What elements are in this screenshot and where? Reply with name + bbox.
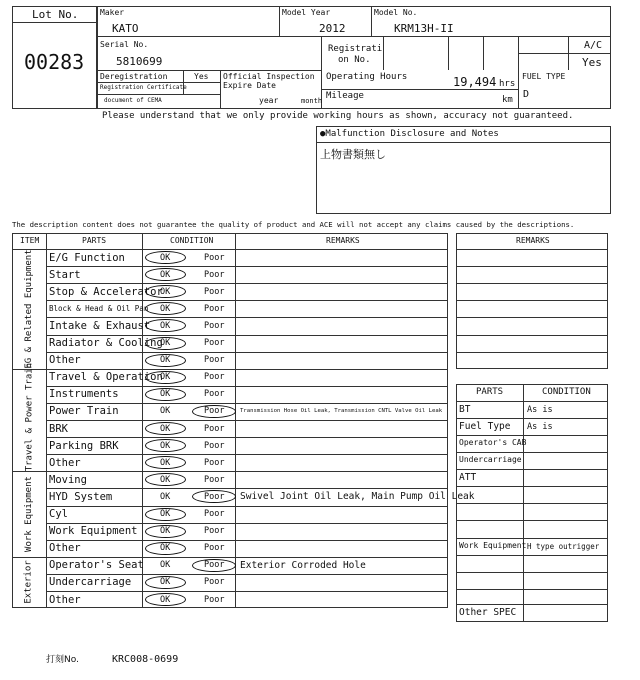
poor-label: Poor bbox=[204, 303, 225, 314]
part-name: Other bbox=[49, 593, 81, 606]
part-name: HYD System bbox=[49, 490, 113, 503]
hours-value: 19,494 bbox=[453, 75, 497, 89]
poor-label: Poor bbox=[204, 594, 225, 605]
ok-label: OK bbox=[160, 491, 171, 502]
poor-label: Poor bbox=[204, 389, 225, 400]
ok-label: OK bbox=[160, 594, 171, 605]
ok-label: OK bbox=[160, 560, 171, 571]
group-label: Work Equipment bbox=[24, 476, 34, 552]
group-label: Exterior bbox=[23, 560, 34, 605]
ok-selected-mark bbox=[145, 508, 186, 521]
ok-label: OK bbox=[160, 303, 171, 314]
poor-label: Poor bbox=[204, 355, 225, 366]
inspection-label-2: Expire Date bbox=[223, 81, 276, 90]
part-name: BRK bbox=[49, 422, 68, 435]
maker-value: KATO bbox=[112, 22, 139, 35]
lot-number: 00283 bbox=[24, 50, 85, 74]
dereg-value: Yes bbox=[194, 72, 209, 81]
hours-notice: Please understand that we only provide working hours as shown, accuracy not guaranteed. bbox=[102, 111, 574, 121]
ok-selected-mark bbox=[145, 439, 186, 452]
dereg-label: Deregistration bbox=[100, 72, 168, 81]
part-name: Other bbox=[49, 456, 81, 469]
malfunction-box bbox=[316, 126, 611, 214]
mileage-unit: km bbox=[502, 95, 513, 105]
disclaimer: The description content does not guarantee the quality of product and ACE will not accept any claims caused by the descriptions. bbox=[12, 220, 575, 229]
part-name: Other bbox=[49, 354, 81, 367]
ok-selected-mark bbox=[145, 251, 186, 264]
model-no-value: KRM13H-II bbox=[394, 22, 454, 35]
ok-selected-mark bbox=[145, 354, 186, 367]
part-name: E/G Function bbox=[49, 251, 125, 264]
right-part-condition: H type outrigger bbox=[527, 542, 600, 551]
ok-selected-mark bbox=[145, 422, 186, 435]
right-part-condition: As is bbox=[527, 405, 553, 415]
ok-label: OK bbox=[160, 474, 171, 485]
model-no-label: Model No. bbox=[374, 8, 418, 17]
serial-value: 5810699 bbox=[116, 55, 163, 68]
part-name: Radiator & Cooling bbox=[49, 337, 163, 349]
right-part-condition: As is bbox=[527, 422, 553, 432]
ac-value: Yes bbox=[582, 56, 602, 69]
ac-label: A/C bbox=[584, 40, 603, 51]
hours-label: Operating Hours bbox=[326, 72, 408, 82]
ok-label: OK bbox=[160, 543, 171, 554]
part-name: Work Equipment bbox=[49, 525, 138, 538]
inspection-label: Official Inspection bbox=[223, 72, 315, 81]
poor-label: Poor bbox=[204, 526, 225, 537]
header-item: ITEM bbox=[20, 236, 40, 245]
right-condition-header: CONDITION bbox=[542, 387, 591, 397]
ok-label: OK bbox=[160, 269, 171, 280]
hours-unit: hrs bbox=[499, 79, 516, 89]
ok-label: OK bbox=[160, 423, 171, 434]
registration-label-2: on No. bbox=[338, 55, 371, 65]
model-year-value: 2012 bbox=[319, 22, 346, 35]
ok-selected-mark bbox=[145, 371, 186, 384]
fuel-value: D bbox=[523, 89, 530, 100]
poor-label: Poor bbox=[204, 457, 225, 468]
fuel-label: FUEL TYPE bbox=[522, 72, 566, 81]
year-label: year bbox=[259, 96, 279, 105]
part-name: Instruments bbox=[49, 388, 119, 401]
poor-label: Poor bbox=[204, 338, 225, 348]
part-name: Stop & Accelerator bbox=[49, 285, 163, 298]
ok-label: OK bbox=[160, 457, 171, 468]
malfunction-title: ●Malfunction Disclosure and Notes bbox=[320, 129, 499, 139]
cema-label: document of CEMA bbox=[104, 97, 162, 104]
poor-label: Poor bbox=[204, 474, 225, 485]
right-part-name: Operator's CAB bbox=[459, 438, 527, 447]
poor-label: Poor bbox=[204, 252, 225, 263]
poor-label: Poor bbox=[204, 423, 225, 434]
ok-label: OK bbox=[160, 338, 171, 348]
registration-label: Registrati bbox=[328, 44, 383, 54]
malfunction-text: 上物書類無し bbox=[320, 148, 386, 161]
part-name: Other bbox=[49, 542, 81, 555]
poor-label: Poor bbox=[204, 269, 225, 280]
part-name: Cyl bbox=[49, 508, 68, 520]
stamp-label: 打刻No. bbox=[46, 655, 79, 665]
serial-label: Serial No. bbox=[100, 40, 149, 49]
model-year-label: Model Year bbox=[282, 8, 331, 17]
ok-selected-mark bbox=[145, 337, 186, 350]
part-name: Undercarriage bbox=[49, 576, 132, 589]
maker-label: Maker bbox=[100, 8, 125, 17]
header-remarks: REMARKS bbox=[326, 236, 360, 245]
part-name: Travel & Operation bbox=[49, 371, 163, 384]
poor-selected-mark bbox=[192, 405, 236, 418]
group-label: Travel & Power Train bbox=[24, 362, 34, 472]
ok-label: OK bbox=[160, 389, 171, 400]
poor-label: Poor bbox=[204, 440, 225, 451]
remark-text: Transmission Hose Oil Leak, Transmission CNTL Valve Oil Leak bbox=[240, 407, 443, 414]
poor-label: Poor bbox=[204, 577, 225, 588]
ok-selected-mark bbox=[145, 268, 186, 281]
part-name: Start bbox=[49, 268, 81, 281]
right-part-name: Other SPEC bbox=[459, 607, 517, 618]
ok-label: OK bbox=[160, 355, 171, 366]
part-name: Operator's Seat bbox=[49, 559, 144, 572]
part-name: Power Train bbox=[49, 405, 119, 418]
poor-label: Poor bbox=[204, 560, 225, 571]
remark-text: Swivel Joint Oil Leak, Main Pump Oil Leak bbox=[240, 491, 475, 503]
ok-label: OK bbox=[160, 320, 171, 331]
poor-label: Poor bbox=[204, 509, 225, 519]
remark-text: Exterior Corroded Hole bbox=[240, 559, 366, 571]
ok-label: OK bbox=[160, 406, 171, 417]
part-name: Intake & Exhaust bbox=[49, 319, 151, 332]
part-name: Block & Head & Oil Pan bbox=[49, 304, 149, 314]
part-name: Parking BRK bbox=[49, 439, 119, 452]
poor-label: Poor bbox=[204, 320, 225, 331]
right-part-name: Work Equipment bbox=[459, 541, 527, 550]
part-name: Moving bbox=[49, 473, 87, 486]
group-label: EG & Related Equipment bbox=[24, 249, 34, 369]
ok-label: OK bbox=[160, 509, 171, 519]
poor-label: Poor bbox=[204, 406, 225, 417]
ok-label: OK bbox=[160, 440, 171, 451]
right-part-name: ATT bbox=[459, 472, 477, 483]
ok-selected-mark bbox=[145, 576, 186, 589]
stamp-value: KRC008-0699 bbox=[112, 654, 179, 665]
ok-selected-mark bbox=[145, 525, 186, 538]
right-parts-header: PARTS bbox=[476, 387, 504, 397]
poor-label: Poor bbox=[204, 543, 225, 554]
poor-label: Poor bbox=[204, 491, 225, 502]
right-part-name: BT bbox=[459, 404, 471, 415]
lot-label: Lot No. bbox=[32, 8, 79, 21]
ok-selected-mark bbox=[145, 542, 186, 555]
month-label: month bbox=[301, 97, 323, 105]
ok-label: OK bbox=[160, 286, 171, 297]
ok-selected-mark bbox=[145, 388, 186, 401]
header-condition: CONDITION bbox=[170, 236, 214, 245]
ok-label: OK bbox=[160, 252, 171, 263]
header-parts: PARTS bbox=[82, 236, 107, 245]
ok-label: OK bbox=[160, 526, 171, 537]
ok-label: OK bbox=[160, 577, 171, 588]
reg-cert-label: Registration Certificate bbox=[100, 84, 187, 91]
mileage-label: Mileage bbox=[326, 91, 364, 101]
poor-label: Poor bbox=[204, 286, 225, 297]
right-remarks-header: REMARKS bbox=[516, 236, 550, 245]
poor-label: Poor bbox=[204, 372, 225, 383]
poor-selected-mark bbox=[192, 559, 236, 572]
ok-selected-mark bbox=[145, 593, 186, 606]
right-part-name: Undercarriage bbox=[459, 455, 522, 464]
right-part-name: Fuel Type bbox=[459, 421, 511, 432]
ok-label: OK bbox=[160, 372, 171, 383]
